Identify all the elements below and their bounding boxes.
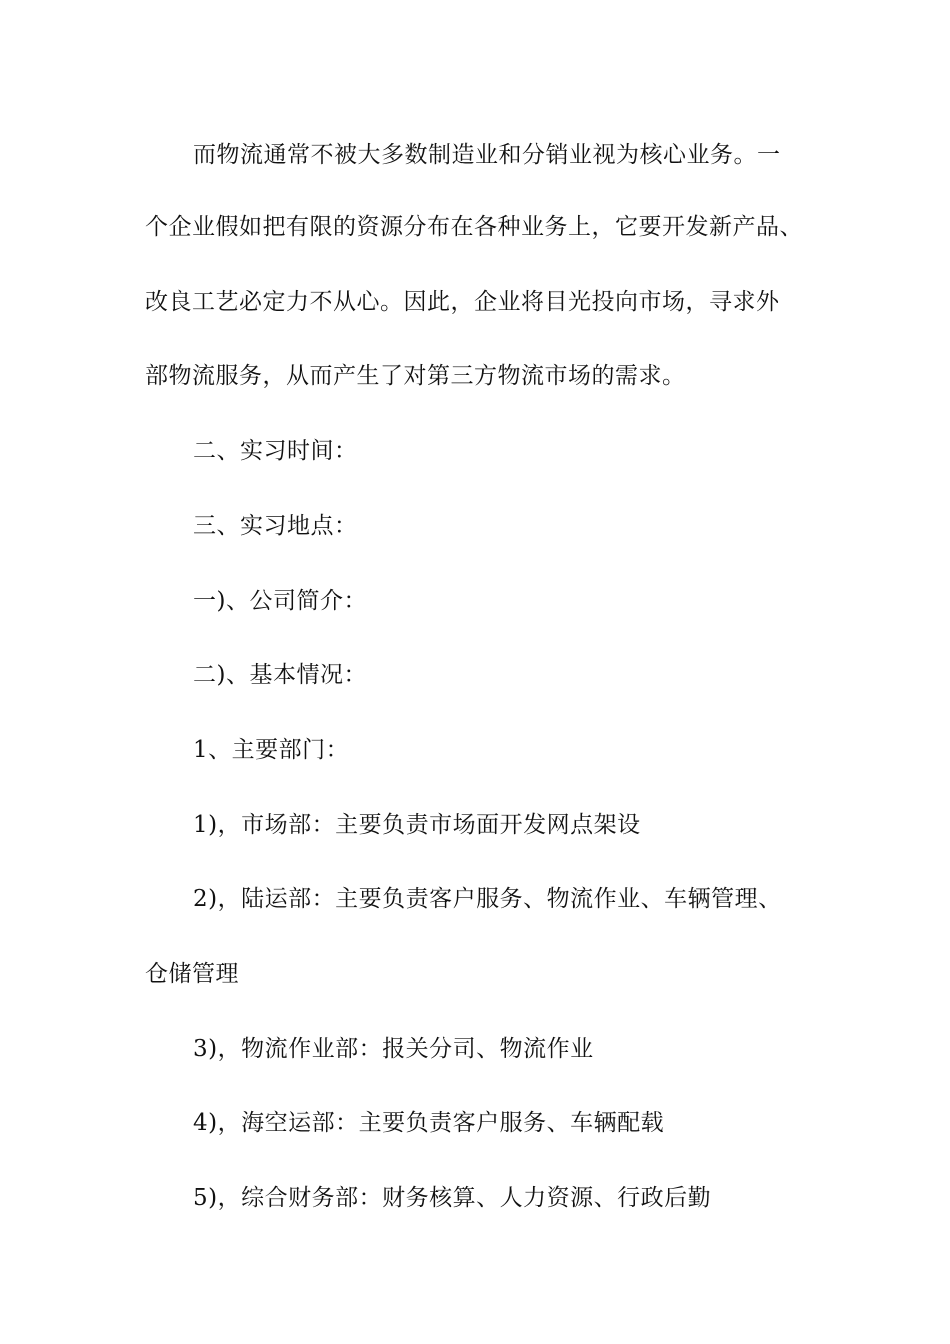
department-item-finance: 5)，综合财务部：财务核算、人力资源、行政后勤: [193, 1185, 712, 1211]
subsection-heading-company-intro: 一)、公司简介：: [193, 588, 367, 614]
paragraph-line: 个企业假如把有限的资源分布在各种业务上，它要开发新产品、: [145, 214, 803, 240]
section-heading-location: 三、实习地点：: [193, 513, 358, 539]
paragraph-line: 改良工艺必定力不从心。因此，企业将目光投向市场，寻求外: [145, 289, 780, 315]
list-heading-departments: 1、主要部门：: [193, 737, 350, 763]
department-item-marketing: 1)，市场部：主要负责市场面开发网点架设: [193, 812, 641, 838]
department-item-sea-air-transport: 4)，海空运部：主要负责客户服务、车辆配载: [193, 1110, 665, 1136]
department-item-land-transport-continued: 仓储管理: [145, 961, 239, 987]
subsection-heading-basic-info: 二)、基本情况：: [193, 662, 367, 688]
department-item-land-transport: 2)，陆运部：主要负责客户服务、物流作业、车辆管理、: [193, 886, 782, 912]
department-item-logistics-operations: 3)，物流作业部：报关分司、物流作业: [193, 1036, 594, 1062]
paragraph-line: 部物流服务，从而产生了对第三方物流市场的需求。: [145, 363, 686, 389]
section-heading-time: 二、实习时间：: [193, 438, 358, 464]
paragraph-line: 而物流通常不被大多数制造业和分销业视为核心业务。一: [193, 142, 781, 168]
